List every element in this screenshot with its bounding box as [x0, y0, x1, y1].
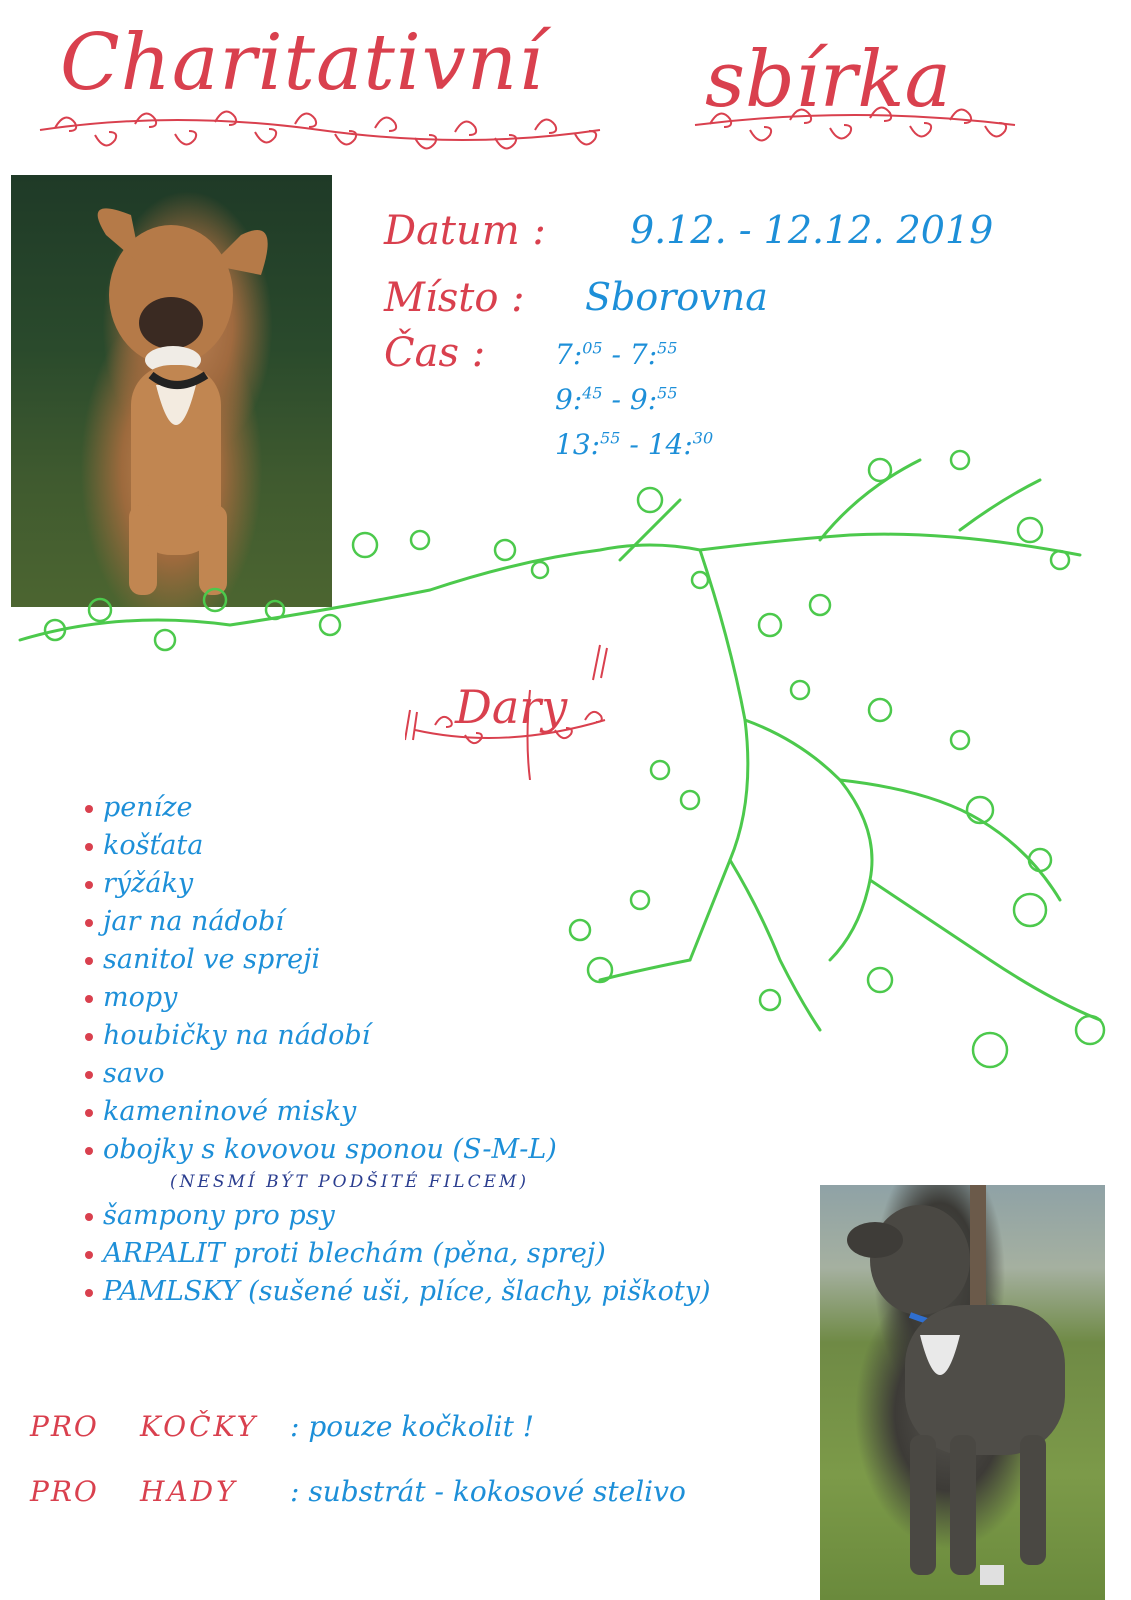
time-label: Čas : [384, 330, 486, 376]
footer-snakes-label: HADY [140, 1475, 238, 1508]
time-slot-2-to-hour: 9: [629, 383, 658, 416]
time-slot-3-sep: - [629, 428, 639, 461]
list-item-text: ARPALIT proti blechám (pěna, sprej) [103, 1238, 606, 1269]
dog-illustration-brindle [820, 1185, 1105, 1600]
footer-cats-row [30, 1410, 534, 1443]
title-swirl-decoration-left [35, 100, 605, 160]
bullet-icon [85, 957, 93, 965]
time-slot-1-to-hour: 7: [629, 338, 658, 371]
list-item-text: rýžáky [103, 868, 194, 899]
time-slot-1-from-hour: 7: [555, 338, 583, 371]
time-slot-3-to-min: 30 [692, 428, 714, 448]
list-item [85, 1134, 805, 1172]
time-slot-3-to-hour: 14: [647, 428, 693, 461]
list-item-text: PAMLSKY (sušené uši, plíce, šlachy, piškoty) [103, 1276, 711, 1307]
time-slot-1-to-min: 55 [657, 338, 678, 358]
list-item [85, 868, 805, 906]
list-item [85, 1058, 805, 1096]
list-item [85, 830, 805, 868]
list-item-text: houbičky na nádobí [103, 1020, 371, 1051]
footer-snakes-label-pro: PRO [30, 1475, 99, 1508]
bullet-icon [85, 995, 93, 1003]
date-label: Datum : [384, 208, 546, 254]
time-slot-3-from-min: 55 [600, 428, 621, 448]
list-item-text: sanitol ve spreji [103, 944, 321, 975]
time-slot-1-from-min: 05 [582, 338, 603, 358]
time-slot-2-sep: - [611, 383, 621, 416]
bullet-icon [85, 1213, 93, 1221]
bullet-icon [85, 1251, 93, 1259]
bullet-icon [85, 843, 93, 851]
title-word-charitativni: Charitativní [60, 18, 545, 108]
list-item [85, 1200, 805, 1238]
title-swirl-decoration-right [690, 100, 1020, 150]
footer-cats-value: : pouze kočkolit ! [290, 1410, 535, 1443]
date-value: 9.12. - 12.12. 2019 [630, 208, 994, 252]
place-label: Místo : [384, 275, 525, 321]
list-item [85, 792, 805, 830]
dog-photo-brindle [820, 1185, 1105, 1600]
list-item-text: obojky s kovovou sponou (S-M-L) [103, 1134, 557, 1165]
list-item [85, 1276, 805, 1314]
list-item [85, 1020, 805, 1058]
list-item-text: košťata [103, 830, 204, 861]
footer-cats-label: KOČKY [140, 1410, 259, 1443]
list-item-text: kameninové misky [103, 1096, 357, 1127]
donations-list [85, 792, 805, 1314]
list-item-text: peníze [103, 792, 193, 823]
list-item [85, 944, 805, 982]
footer-snakes-row [30, 1475, 686, 1508]
list-item [85, 1096, 805, 1134]
bullet-icon [85, 1033, 93, 1041]
bullet-icon [85, 1109, 93, 1117]
place-value: Sborovna [585, 275, 768, 319]
time-slot-2 [555, 383, 678, 416]
bullet-icon [85, 1147, 93, 1155]
bullet-icon [85, 881, 93, 889]
list-item [85, 1238, 805, 1276]
bullet-icon [85, 1289, 93, 1297]
footer-cats-label-pro: PRO [30, 1410, 99, 1443]
time-slot-2-to-min: 55 [657, 383, 678, 403]
time-slot-1 [555, 338, 678, 371]
time-slot-2-from-hour: 9: [555, 383, 583, 416]
list-item-text: mopy [103, 982, 178, 1013]
time-slot-2-from-min: 45 [582, 383, 603, 403]
title-word-sbirka: sbírka [705, 35, 951, 125]
footer-snakes-value: : substrát - kokosové stelivo [290, 1475, 686, 1508]
bullet-icon [85, 805, 93, 813]
list-item-text: jar na nádobí [103, 906, 284, 937]
list-item [85, 906, 805, 944]
collar-note: (NESMÍ BÝT PODŠITÉ FILCEM) [170, 1172, 530, 1192]
time-slot-1-sep: - [611, 338, 621, 371]
list-item-text: šampony pro psy [103, 1200, 335, 1231]
bullet-icon [85, 919, 93, 927]
list-item [85, 982, 805, 1020]
donations-heading: Dary [455, 680, 568, 734]
time-slot-3-from-hour: 13: [555, 428, 601, 461]
list-item-text: savo [103, 1058, 165, 1089]
bullet-icon [85, 1071, 93, 1079]
